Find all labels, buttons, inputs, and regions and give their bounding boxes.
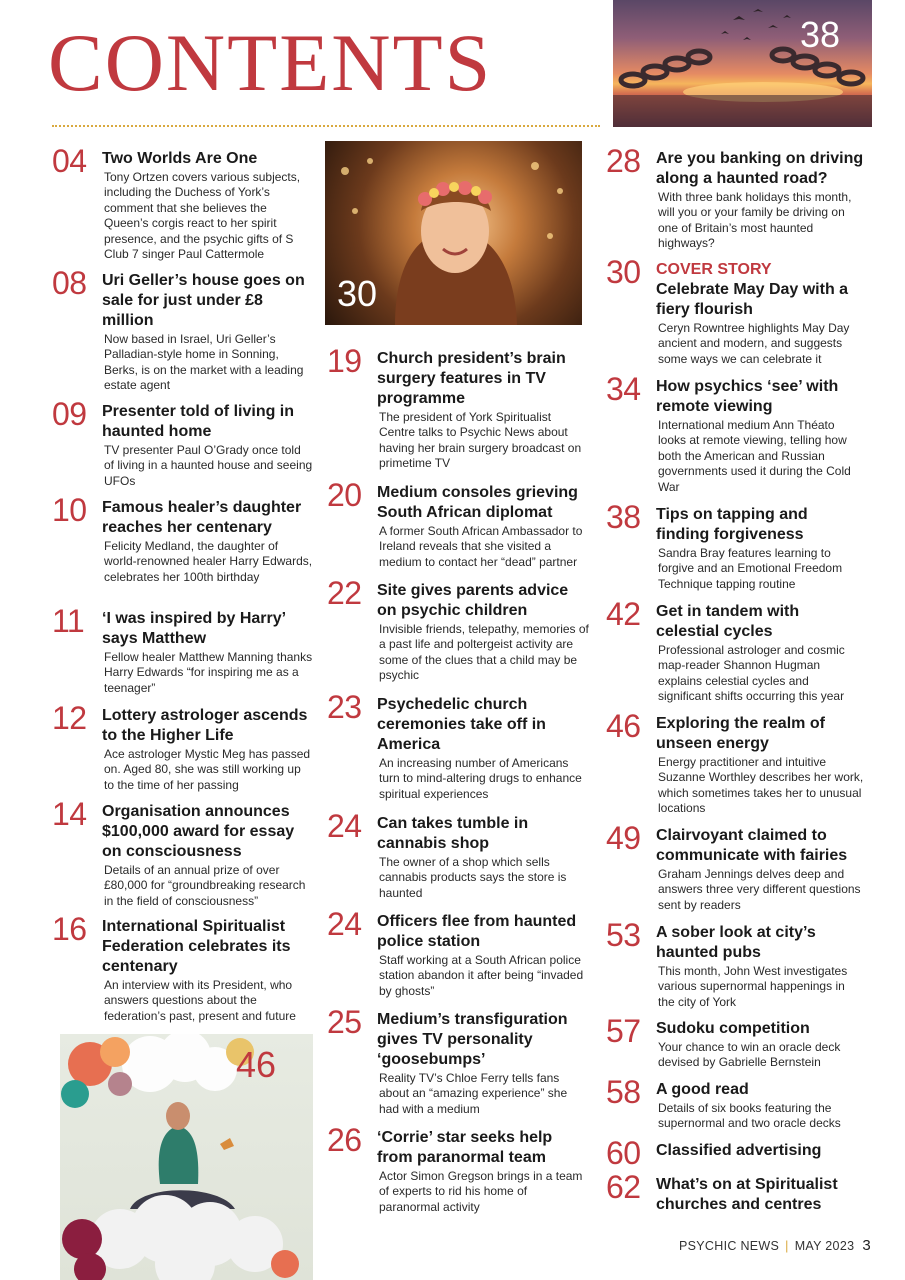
contents-entry[interactable] [327,345,589,472]
entry-page-number: 11 [52,603,85,639]
publication-name: PSYCHIC NEWS [679,1239,780,1253]
dotted-divider [52,125,600,127]
entry-title: What’s on at Spiritualist churches and centres [656,1176,838,1213]
entry-description: Sandra Bray features learning to forgive and an Emotional Freedom Technique tapping routine [658,546,843,591]
entry-page-number: 46 [606,708,641,744]
entry-page-number: 30 [606,254,641,290]
contents-entry[interactable] [606,1135,864,1171]
entry-title: ‘Corrie’ star seeks help from paranormal team [377,1129,553,1166]
entry-title: Presenter told of living in haunted home [102,403,295,440]
contents-entry[interactable] [52,605,314,696]
entry-description: International medium Ann Théato looks at remote viewing, telling how both the American and Russian governments used it during the Cold War [658,418,851,494]
entry-page-number: 28 [606,143,641,179]
entry-title: Site gives parents advice on psychic children [377,582,569,619]
contents-entry[interactable] [606,256,864,367]
entry-description: Felicity Medland, the daughter of world-renowned healer Harry Edwards, celebrates her 100th birthday [104,539,313,584]
contents-entry[interactable] [327,577,589,684]
entry-page-number: 62 [606,1169,641,1205]
entry-page-number: 20 [327,477,362,513]
entry-description: Your chance to win an oracle deck devised by Gabrielle Bernstein [658,1040,841,1070]
entry-title: ‘I was inspired by Harry’ says Matthew [102,610,286,647]
contents-entry[interactable] [606,710,864,817]
contents-entry[interactable] [606,598,864,705]
entry-description: Details of an annual prize of over £80,000 for “groundbreaking research in the field of consciousness” [104,863,306,908]
entry-page-number: 14 [52,796,87,832]
contents-entry[interactable] [606,919,864,1010]
entry-page-number: 60 [606,1135,641,1171]
entry-description: Energy practitioner and intuitive Suzanne Worthley describes her work, which sometimes takes her to unusual locations [658,755,864,816]
entry-title: Lottery astrologer ascends to the Higher Life [102,707,308,744]
entry-page-number: 10 [52,492,87,528]
contents-entry[interactable] [52,798,314,909]
entry-description: Details of six books featuring the supernormal and two oracle decks [658,1101,841,1131]
contents-entry[interactable] [52,494,314,585]
page-number: 3 [862,1237,871,1254]
entry-page-number: 04 [52,143,87,179]
contents-entry[interactable] [606,822,864,913]
issue-date: MAY 2023 [794,1239,855,1253]
contents-entry[interactable] [327,691,589,802]
entry-title: Can takes tumble in cannabis shop [377,815,529,852]
meditating-woman-image[interactable] [60,1034,313,1280]
contents-entry[interactable] [52,145,314,262]
contents-entry[interactable] [327,1124,589,1215]
entry-page-number: 23 [327,689,362,725]
entry-description: Ceryn Rowntree highlights May Day ancient and modern, and suggests some ways we can celebrate it [658,321,850,366]
flower-crown-woman-image[interactable] [325,141,582,325]
image-page-number: 38 [799,14,840,55]
contents-entry[interactable] [52,267,314,394]
contents-entry[interactable] [606,373,864,495]
contents-entry[interactable] [606,1015,864,1071]
image-page-number: 30 [337,273,378,314]
entry-title: Exploring the realm of unseen energy [656,715,825,752]
contents-entry[interactable] [52,913,314,1024]
contents-entry[interactable] [606,145,864,252]
entry-page-number: 22 [327,575,362,611]
entry-page-number: 24 [327,808,362,844]
contents-entry[interactable] [606,1171,864,1215]
entry-page-number: 08 [52,265,87,301]
entry-description: Graham Jennings delves deep and answers three very different questions sent by readers [658,867,861,912]
contents-entry[interactable] [327,479,589,570]
entry-page-number: 34 [606,371,641,407]
entry-title: International Spiritualist Federation celebrates its centenary [102,918,291,975]
entry-page-number: 42 [606,596,641,632]
entry-title: Uri Geller’s house goes on sale for just under £8 million [102,272,305,329]
contents-entry[interactable] [606,1076,864,1132]
entry-title: How psychics ‘see’ with remote viewing [656,378,839,415]
entry-title: Celebrate May Day with a fiery flourish [656,281,849,318]
entry-description: Actor Simon Gregson brings in a team of experts to rid his home of paranormal activity [379,1169,583,1214]
entry-description: Professional astrologer and cosmic map-reader Shannon Hugman explains celestial cycles and significant shifts occurring this year [658,643,845,704]
entry-title: Medium consoles grieving South African diplomat [377,484,578,521]
entry-description: Ace astrologer Mystic Meg has passed on. Aged 80, she was still working up to the time of her passing [104,747,311,792]
entry-title: Two Worlds Are One [102,150,258,167]
entry-description: The president of York Spiritualist Centre talks to Psychic News about having her brain surgery broadcast on primetime TV [379,410,582,471]
entry-title: Famous healer’s daughter reaches her centenary [102,499,302,536]
image-page-number: 46 [236,1044,277,1085]
entry-title: Organisation announces $100,000 award for essay on consciousness [102,803,295,860]
entry-page-number: 12 [52,700,87,736]
entry-page-number: 16 [52,911,87,947]
entry-title: Medium’s transfiguration gives TV personality ‘goosebumps’ [377,1011,568,1068]
entry-description: An increasing number of Americans turn to mind-altering drugs to enhance spiritual experiences [379,756,582,801]
entry-title: Clairvoyant claimed to communicate with fairies [656,827,848,864]
entry-description: With three bank holidays this month, will you or your family be driving on one of Britain’s most haunted highways? [658,190,852,251]
entry-title: A sober look at city’s haunted pubs [656,924,816,961]
entry-page-number: 58 [606,1074,641,1110]
entry-description: Staff working at a South African police station abandon it after being “invaded by ghosts” [379,953,584,998]
footer-separator: | [785,1239,789,1253]
cover-story-label: COVER STORY [656,261,772,278]
entry-title: A good read [656,1081,749,1098]
entry-description: Tony Ortzen covers various subjects, including the Duchess of York’s comment that she believes the Queen’s corgis react to her spirit presence, and the psychic gifts of S Club 7 singer Paul Cattermole [104,170,301,262]
entry-page-number: 24 [327,906,362,942]
contents-entry[interactable] [52,702,314,793]
entry-title: Classified advertising [656,1142,822,1159]
sunset-chain-image[interactable] [613,0,872,127]
entry-title: Get in tandem with celestial cycles [656,603,800,640]
page-title: CONTENTS [48,17,493,108]
entry-description: A former South African Ambassador to Ireland reveals that she visited a medium to contact her “dead” partner [379,524,583,569]
entry-description: The owner of a shop which sells cannabis products says the store is haunted [379,855,567,900]
entry-description: An interview with its President, who answers questions about the federation’s past, present and future [104,978,296,1023]
entry-title: Tips on tapping and finding forgiveness [656,506,808,543]
entry-description: TV presenter Paul O’Grady once told of living in a haunted house and seeing UFOs [104,443,313,488]
entry-description: Now based in Israel, Uri Geller’s Palladian-style home in Sonning, Berks, is on the market with a leading estate agent [104,332,304,393]
entry-title: Officers flee from haunted police station [377,913,577,950]
entry-description: This month, John West investigates various supernormal happenings in the city of York [658,964,848,1009]
contents-entry[interactable] [327,810,589,901]
entry-page-number: 09 [52,396,87,432]
entry-page-number: 19 [327,343,362,379]
entry-description: Fellow healer Matthew Manning thanks Harry Edwards “for inspiring me as a teenager” [104,650,313,695]
entry-description: Invisible friends, telepathy, memories of a past life and poltergeist activity are some of the clues that a child may be psychic [379,622,589,683]
entry-title: Sudoku competition [656,1020,810,1037]
entry-description: Reality TV’s Chloe Ferry tells fans about an “amazing experience” she had with a medium [379,1071,568,1116]
contents-entry[interactable] [327,908,589,999]
contents-entry[interactable] [606,501,864,592]
contents-entry[interactable] [52,398,314,489]
entry-page-number: 38 [606,499,641,535]
entry-page-number: 53 [606,917,641,953]
page-footer [679,1237,871,1254]
contents-entry[interactable] [327,1006,589,1117]
entry-title: Psychedelic church ceremonies take off in America [377,696,546,753]
entry-page-number: 49 [606,820,641,856]
entry-page-number: 26 [327,1122,362,1158]
entry-title: Church president’s brain surgery features in TV programme [377,350,566,407]
entry-page-number: 57 [606,1013,641,1049]
entry-page-number: 25 [327,1004,362,1040]
entry-title: Are you banking on driving along a haunted road? [656,150,864,187]
